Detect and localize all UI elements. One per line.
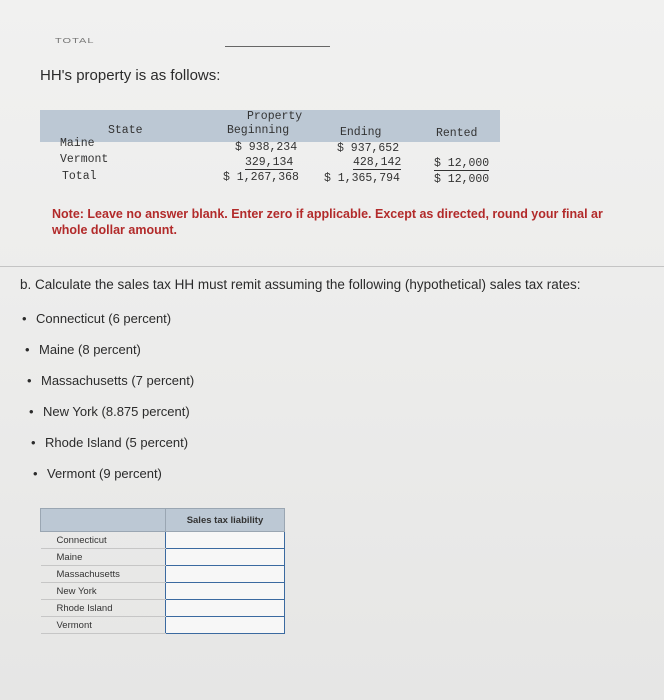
vermont-tax-cell (165, 617, 284, 634)
row-maine-beginning: $ 938,234 (235, 141, 298, 154)
massachusetts-tax-cell (165, 566, 284, 583)
row-vermont-rented: $ 12,000 (434, 157, 490, 170)
row-label-new-york: New York (41, 583, 166, 600)
property-table (40, 110, 500, 190)
row-total-beginning: $ 1,267,368 (223, 171, 299, 184)
row-state-vermont: Vermont (60, 153, 109, 166)
massachusetts-tax-input[interactable] (166, 567, 284, 581)
rate-vermont: Vermont (9 percent) (47, 466, 162, 481)
section-divider (0, 266, 664, 267)
bullet-icon: • (31, 435, 36, 450)
col-header-ending: Ending (340, 126, 382, 139)
vermont-tax-input[interactable] (166, 618, 284, 632)
table-row (41, 549, 285, 566)
underline-divider (225, 46, 330, 47)
bullet-icon: • (22, 311, 27, 326)
connecticut-tax-cell (165, 532, 284, 549)
instruction-note (52, 206, 603, 238)
col-header-rented: Rented (436, 127, 478, 140)
note-line-2: whole dollar amount. (52, 223, 178, 237)
row-total-ending: $ 1,365,794 (324, 172, 400, 185)
table-row (41, 600, 285, 617)
sales-tax-liability-header: Sales tax liability (165, 509, 284, 532)
list-item (25, 341, 192, 372)
row-total-rented: $ 12,000 (434, 173, 490, 186)
connecticut-tax-input[interactable] (166, 533, 284, 547)
maine-tax-cell (165, 549, 284, 566)
rhode-island-tax-cell (165, 600, 284, 617)
bullet-icon: • (33, 466, 38, 481)
table-row (41, 532, 285, 549)
bullet-icon: • (27, 373, 32, 388)
col-header-beginning: Beginning (227, 124, 290, 137)
list-item (27, 372, 194, 403)
maine-tax-input[interactable] (166, 550, 284, 564)
table-header-row (41, 509, 285, 532)
table-row (41, 617, 285, 634)
row-vermont-ending: 428,142 (353, 156, 402, 169)
rate-rhode-island: Rhode Island (5 percent) (45, 435, 189, 450)
list-item (33, 465, 200, 496)
col-header-state: State (108, 124, 143, 137)
intro-text: HH's property is as follows: (40, 67, 221, 84)
list-item (31, 434, 198, 465)
new-york-tax-cell (165, 583, 284, 600)
sales-tax-table (40, 508, 285, 634)
new-york-tax-input[interactable] (166, 584, 284, 598)
rate-new-york: New York (8.875 percent) (43, 404, 190, 419)
rate-maine: Maine (8 percent) (39, 342, 141, 357)
row-vermont-beginning: 329,134 (245, 156, 294, 169)
tax-rate-list (22, 310, 195, 496)
table-row (41, 566, 285, 583)
row-label-connecticut: Connecticut (41, 532, 166, 549)
row-label-maine: Maine (41, 549, 166, 566)
partial-total-label: TOTAL (55, 36, 95, 46)
list-item (29, 403, 196, 434)
row-state-total: Total (62, 170, 97, 183)
blank-header-cell (41, 509, 166, 532)
rate-massachusetts: Massachusetts (7 percent) (41, 373, 195, 388)
row-label-rhode-island: Rhode Island (41, 600, 166, 617)
row-label-vermont: Vermont (41, 617, 166, 634)
bullet-icon: • (29, 404, 34, 419)
rate-connecticut: Connecticut (6 percent) (36, 311, 172, 326)
list-item (22, 310, 189, 341)
row-label-massachusetts: Massachusetts (41, 566, 166, 583)
row-state-maine: Maine (60, 137, 95, 150)
note-line-1: Note: Leave no answer blank. Enter zero if applicable. Except as directed, round your final ar (52, 207, 603, 221)
row-maine-ending: $ 937,652 (337, 142, 400, 155)
col-header-property: Property (247, 110, 303, 123)
question-b: b. Calculate the sales tax HH must remit assuming the following (hypothetical) sales tax rates: (20, 277, 581, 292)
rhode-island-tax-input[interactable] (166, 601, 284, 615)
table-row (41, 583, 285, 600)
bullet-icon: • (25, 342, 30, 357)
